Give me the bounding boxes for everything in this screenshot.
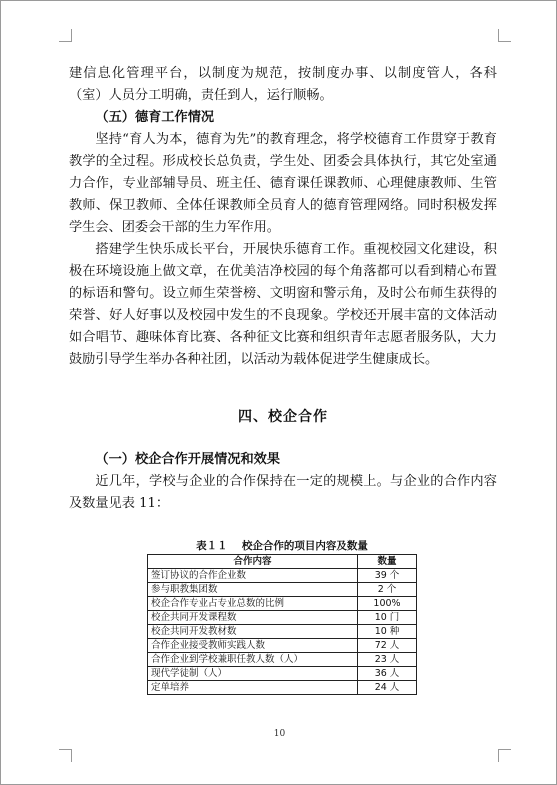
- body-text-block: [69, 63, 497, 371]
- table-row: [148, 639, 417, 653]
- table-row: [148, 597, 417, 611]
- heading-moral-education: （五）德育工作情况: [95, 110, 215, 125]
- section-title-school-enterprise: 四、校企合作: [238, 409, 328, 425]
- table-header-row: [148, 555, 417, 569]
- crop-mark-bottom-right: [498, 749, 511, 762]
- row-value: 36 人: [358, 667, 417, 681]
- row-value: 10 种: [358, 625, 417, 639]
- paragraph-cooperation-intro: 近几年，学校与企业的合作保持在一定的规模上。与企业的合作内容及数量见表 11：: [69, 474, 497, 511]
- section4-text-block: [69, 449, 497, 515]
- heading-cooperation-status: （一）校企合作开展情况和效果: [95, 452, 281, 467]
- table-row: [148, 583, 417, 597]
- paragraph-growth-platform: 搭建学生快乐成长平台，开展快乐德育工作。重视校园文化建设，积极在环境设施上做文章，在优美洁净校园的每个角落都可以看到精心布置的标语和警句。设立师生荣誉榜、文明窗和警示角，及时公布师生获得的荣誉、好人好事以及校园中发生的不良现象。学校还开展丰富的文体活动如合唱节、趣味体育比赛、各种征文比赛和组织青年志愿者服务队，大力鼓励引导学生举办各种社团，以活动为载体促进学生健康成长。: [69, 242, 497, 367]
- row-label: 参与职教集团数: [148, 583, 358, 597]
- row-value: 2 个: [358, 583, 417, 597]
- row-label: 现代学徒制（人）: [148, 667, 358, 681]
- row-label: 合作企业接受教师实践人数: [148, 639, 358, 653]
- row-value: 100%: [358, 597, 417, 611]
- row-label: 校企合作专业占专业总数的比例: [148, 597, 358, 611]
- row-value: 24 人: [358, 681, 417, 695]
- paragraph-continued: 建信息化管理平台，以制度为规范，按制度办事、以制度管人，各科（室）人员分工明确，责任到人，运行顺畅。: [69, 66, 497, 103]
- row-value: 39 个: [358, 569, 417, 583]
- column-header-quantity: 数量: [358, 555, 417, 569]
- table-row: [148, 611, 417, 625]
- table-row: [148, 625, 417, 639]
- table-row: [148, 681, 417, 695]
- paragraph-moral-concept: 坚持“育人为本，德育为先”的教育理念，将学校德育工作贯穿于教育教学的全过程。形成校长总负责，学生处、团委会具体执行，其它处室通力合作，专业部辅导员、班主任、德育课任课教师、心理健康教师、生管教师、保卫教师、全体任课教师全员育人的德育管理网络。同时积极发挥学生会、团委会干部的生力军作用。: [69, 132, 497, 235]
- crop-mark-top-right: [498, 29, 511, 42]
- column-header-content: 合作内容: [148, 555, 358, 569]
- row-label: 定单培养: [148, 681, 358, 695]
- cooperation-table: [147, 554, 417, 695]
- table-row: [148, 653, 417, 667]
- row-label: 校企共同开发教材数: [148, 625, 358, 639]
- table-row: [148, 569, 417, 583]
- crop-mark-bottom-left: [59, 749, 72, 762]
- row-label: 合作企业到学校兼职任教人数（人）: [148, 653, 358, 667]
- crop-mark-top-left: [59, 29, 72, 42]
- row-value: 72 人: [358, 639, 417, 653]
- table-row: [148, 667, 417, 681]
- table-caption: 表１１ 校企合作的项目内容及数量: [196, 540, 368, 552]
- row-label: 校企共同开发课程数: [148, 611, 358, 625]
- row-label: 签订协议的合作企业数: [148, 569, 358, 583]
- row-value: 10 门: [358, 611, 417, 625]
- page-number: 10: [273, 729, 286, 739]
- row-value: 23 人: [358, 653, 417, 667]
